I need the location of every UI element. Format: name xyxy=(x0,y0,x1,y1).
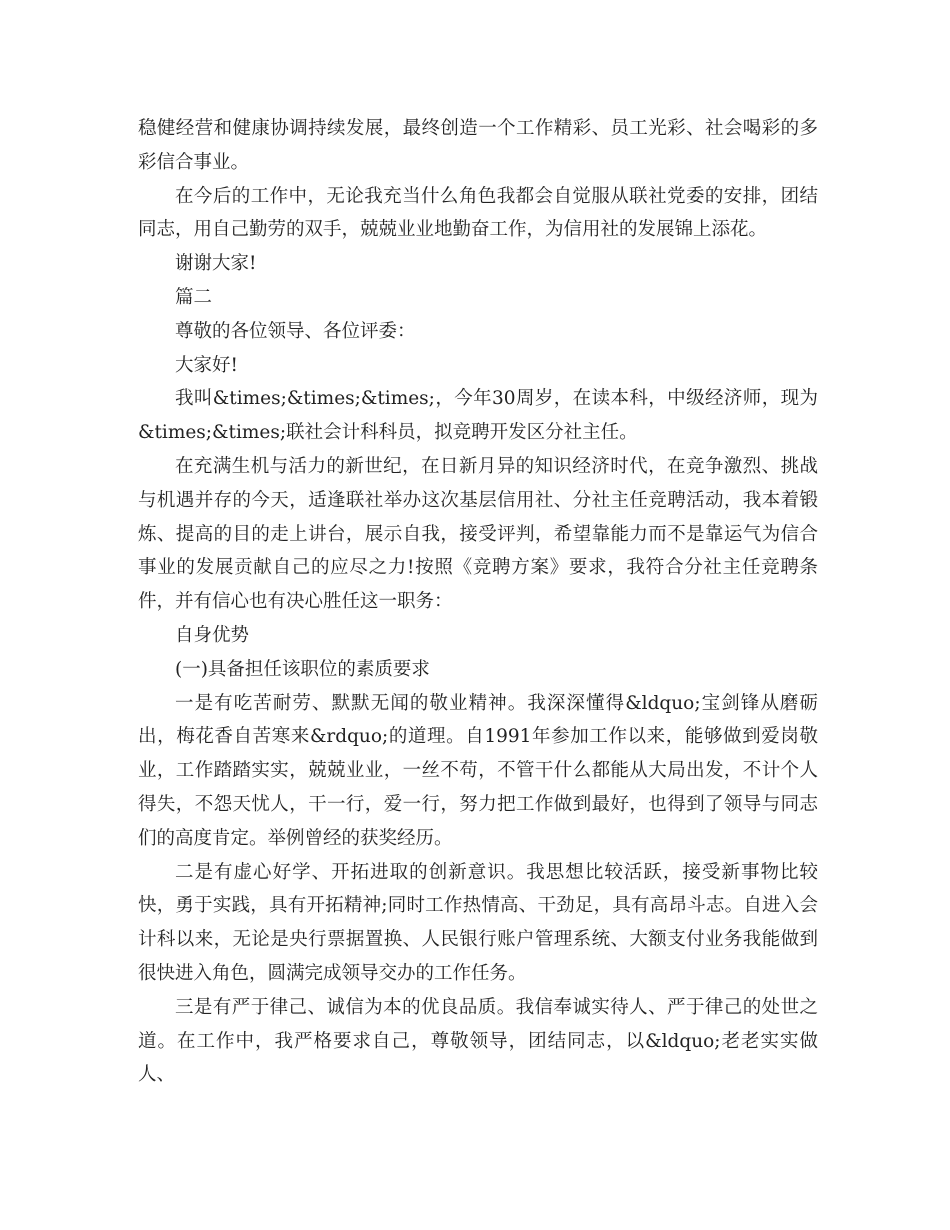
greeting: 大家好! xyxy=(175,354,238,376)
paragraph: 一是有吃苦耐劳、默默无闻的敬业精神。我深深懂得&ldquo;宝剑锋从磨砺出，梅花香自苦寒来&rdquo;的道理。自1991年参加工作以来，能够做到爱岗敬业，工作踏踏实实，兢兢业业，一丝不苟，不管干什么都能从大局出发，不计个人得失，不怨天忧人，干一行，爱一行，努力把工作做到最好，也得到了领导与同志们的高度肯定。举例曾经的获奖经历。 xyxy=(138,692,818,849)
paragraph: 稳健经营和健康协调持续发展，最终创造一个工作精彩、员工光彩、社会喝彩的多彩信合事业。 xyxy=(138,118,818,173)
salutation: 尊敬的各位领导、各位评委： xyxy=(175,320,416,342)
paragraph: 二是有虚心好学、开拓进取的创新意识。我思想比较活跃，接受新事物比较快，勇于实践，具有开拓精神;同时工作热情高、干劲足，具有高昂斗志。自进入会计科以来，无论是央行票据置换、人民银行账户管理系统、大额支付业务我能做到很快进入角色，圆满完成领导交办的工作任务。 xyxy=(138,861,818,984)
document-body xyxy=(138,112,818,1092)
paragraph: 在今后的工作中，无论我充当什么角色我都会自觉服从联社党委的安排，团结同志，用自己勤劳的双手，兢兢业业地勤奋工作，为信用社的发展锦上添花。 xyxy=(138,185,818,241)
subsection-heading: (一)具备担任该职位的素质要求 xyxy=(175,658,430,680)
paragraph: 我叫&times;&times;&times;，今年30周岁，在读本科，中级经济师，现为&times;&times;联社会计科科员，拟竞聘开发区分社主任。 xyxy=(138,388,818,444)
paragraph: 三是有严于律己、诚信为本的优良品质。我信奉诚实待人、严于律己的处世之道。在工作中，我严格要求自己，尊敬领导，团结同志，以&ldquo;老老实实做人、 xyxy=(138,996,818,1086)
paragraph: 在充满生机与活力的新世纪，在日新月异的知识经济时代，在竞争激烈、挑战与机遇并存的今天，适逢联社举办这次基层信用社、分社主任竞聘活动，我本着锻炼、提高的目的走上讲台，展示自我，接受评判，希望靠能力而不是靠运气为信合事业的发展贡献自己的应尽之力!按照《竞聘方案》要求，我符合分社主任竞聘条件，并有信心也有决心胜任这一职务： xyxy=(138,455,818,613)
subsection-heading: 自身优势 xyxy=(175,624,250,646)
paragraph: 谢谢大家! xyxy=(175,253,257,275)
section-heading: 篇二 xyxy=(175,286,213,308)
